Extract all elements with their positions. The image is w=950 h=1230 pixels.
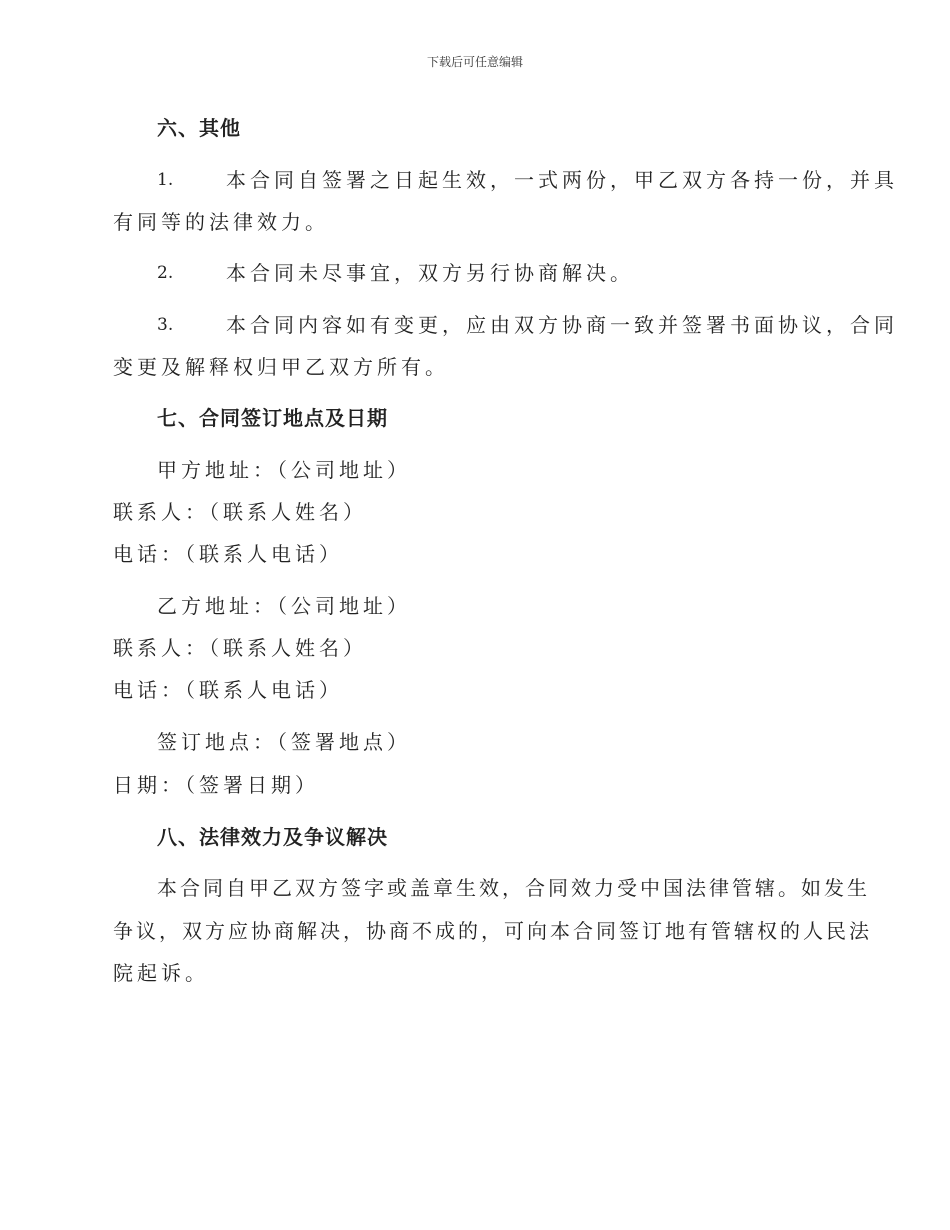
item-2-line-1: 本合同未尽事宜，双方另行协商解决。: [226, 261, 634, 285]
section-heading-other: 六、其他: [157, 116, 241, 140]
party-b-address: 乙方地址：（公司地址）: [157, 594, 411, 618]
item-1-line-1: 本合同自签署之日起生效，一式两份，甲乙双方各持一份，并具: [226, 168, 898, 192]
legal-paragraph-line-2: 争议，双方应协商解决，协商不成的，可向本合同签订地有管辖权的人民法: [113, 919, 872, 943]
signing-place: 签订地点：（签署地点）: [157, 730, 411, 754]
item-3-line-1: 本合同内容如有变更，应由双方协商一致并签署书面协议，合同: [226, 313, 898, 337]
item-1-line-2: 有同等的法律效力。: [113, 210, 329, 234]
item-number-3: 3.: [157, 315, 174, 335]
legal-paragraph-line-1: 本合同自甲乙双方签字或盖章生效，合同效力受中国法律管辖。如发生: [157, 876, 870, 900]
item-number-2: 2.: [157, 263, 174, 283]
legal-paragraph-line-3: 院起诉。: [113, 961, 209, 985]
party-b-phone: 电话：（联系人电话）: [113, 678, 343, 702]
party-a-phone: 电话：（联系人电话）: [113, 542, 343, 566]
party-b-contact: 联系人：（联系人姓名）: [113, 636, 367, 660]
section-heading-signing: 七、合同签订地点及日期: [157, 406, 388, 430]
signing-date: 日期：（签署日期）: [113, 773, 319, 797]
section-heading-legal: 八、法律效力及争议解决: [157, 825, 388, 849]
page-header: 下载后可任意编辑: [426, 55, 523, 69]
party-a-contact: 联系人：（联系人姓名）: [113, 500, 367, 524]
item-3-line-2: 变更及解释权归甲乙双方所有。: [113, 355, 449, 379]
item-number-1: 1.: [157, 170, 174, 190]
party-a-address: 甲方地址：（公司地址）: [157, 458, 411, 482]
